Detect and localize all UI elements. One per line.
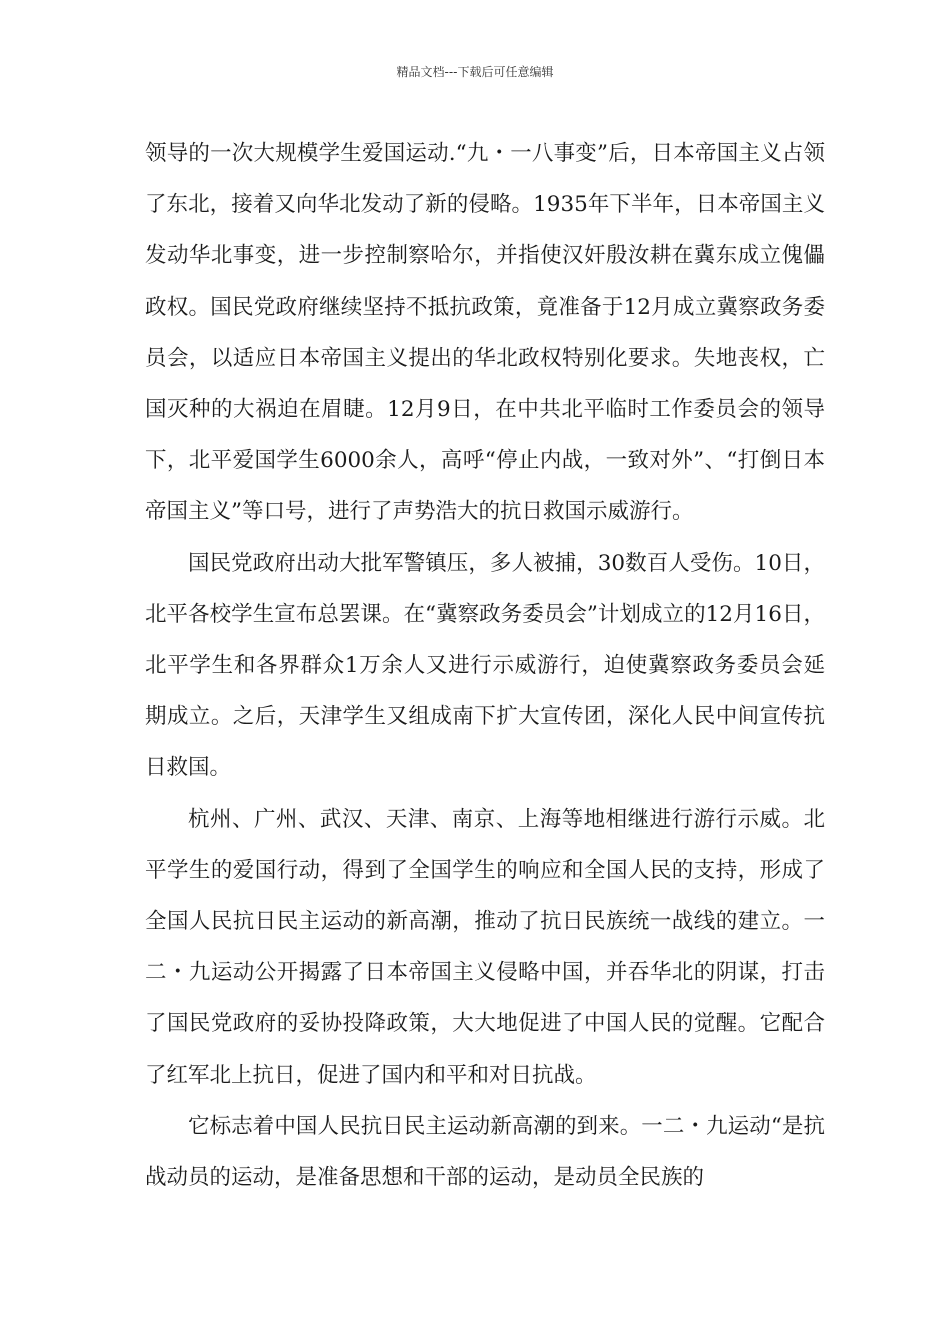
paragraph-1: 领导的一次大规模学生爱国运动.“九・一八事变”后，日本帝国主义占领了东北，接着又向华北发动了新的侵略。1935年下半年，日本帝国主义发动华北事变，进一步控制察哈尔，并指使汉奸殷汝耕在冀东成立傀儡政权。国民党政府继续坚持不抵抗政策，竟准备于12月成立冀察政务委员会，以适应日本帝国主义提出的华北政权特别化要求。失地丧权，亡国灭种的大祸迫在眉睫。12月9日，在中共北平临时工作委员会的领导下，北平爱国学生6000余人，高呼“停止内战，一致对外”、“打倒日本帝国主义”等口号，进行了声势浩大的抗日救国示威游行。 — [145, 141, 825, 525]
page-header: 精品文档---下载后可任意编辑 — [396, 65, 554, 79]
paragraph-3: 杭州、广州、武汉、天津、南京、上海等地相继进行游行示威。北平学生的爱国行动，得到了全国学生的响应和全国人民的支持，形成了全国人民抗日民主运动的新高潮，推动了抗日民族统一战线的建立。一二・九运动公开揭露了日本帝国主义侵略中国，并吞华北的阴谋，打击了国民党政府的妥协投降政策，大大地促进了中国人民的觉醒。它配合了红军北上抗日，促进了国内和平和对日抗战。 — [145, 806, 825, 1088]
paragraph-4: 它标志着中国人民抗日民主运动新高潮的到来。一二・九运动“是抗战动员的运动，是准备思想和干部的运动，是动员全民族的 — [145, 1113, 825, 1191]
paragraph-2: 国民党政府出动大批军警镇压，多人被捕，30数百人受伤。10日，北平各校学生宣布总罢课。在“冀察政务委员会”计划成立的12月16日，北平学生和各界群众1万余人又进行示威游行，迫使冀察政务委员会延期成立。之后，天津学生又组成南下扩大宣传团，深化人民中间宣传抗日救国。 — [145, 550, 825, 781]
document-body — [145, 128, 825, 1203]
